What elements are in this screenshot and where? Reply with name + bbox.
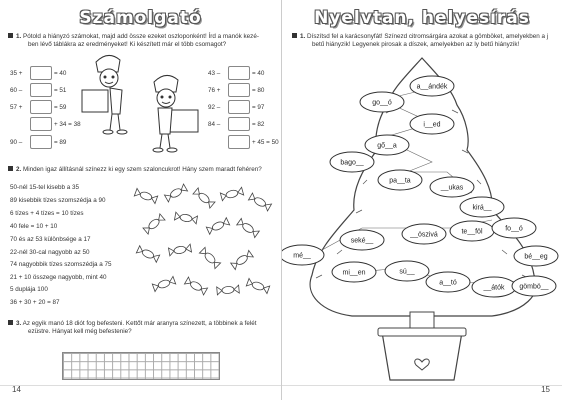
ornament-bauble[interactable]: [426, 272, 470, 292]
answer-box[interactable]: [30, 83, 52, 97]
ornament-word: fo__ó: [505, 225, 523, 233]
statement: 70 és az 53 különbsége a 17: [10, 236, 91, 243]
task-bullet-icon: [292, 33, 297, 38]
equation-row: 84 – = 82: [208, 117, 264, 131]
ornament-word: gömbö__: [519, 283, 549, 291]
elf-left: [82, 55, 127, 134]
answer-box[interactable]: [228, 83, 250, 97]
candies-illustration: [128, 182, 273, 307]
elf-sign-right: [170, 110, 198, 132]
answer-box[interactable]: [228, 117, 250, 131]
answer-box[interactable]: [30, 100, 52, 114]
right-page: [282, 0, 562, 400]
equation-row: 76 + = 80: [208, 83, 264, 97]
statement: 74 nagyobbik tízes szomszédja a 75: [10, 261, 112, 268]
statement: 21 + 10 összege nagyobb, mint 40: [10, 274, 107, 281]
candy-icon[interactable]: [168, 244, 191, 256]
candy-icon[interactable]: [199, 247, 220, 268]
equation-row: + 45 = 50: [208, 135, 279, 149]
equation-row: 92 – = 97: [208, 100, 264, 114]
ornament-word: gő__a: [377, 142, 397, 150]
answer-box[interactable]: [228, 135, 250, 149]
ornament-word: mé__: [293, 252, 311, 260]
ornament-word: i__ed: [423, 121, 441, 129]
ornament-bauble[interactable]: [402, 224, 446, 244]
equation-row: 43 – = 40: [208, 66, 264, 80]
statement: 5 duplája 100: [10, 286, 48, 293]
task-1-instructions: 1. Pótold a hiányzó számokat, majd add össze ezeket oszloponként! Írd a manók kezé- ben lévő táblákra az eredményeket! Ki készített már el több csomagot?: [8, 33, 273, 49]
statement: 6 tízes + 4 tízes = 10 tízes: [10, 210, 84, 217]
candy-icon[interactable]: [206, 218, 229, 235]
page-number-right: 15: [541, 385, 550, 394]
ornament-bauble[interactable]: [378, 170, 422, 190]
ornament-word: pa__ta: [389, 177, 411, 185]
candy-icon[interactable]: [246, 278, 269, 293]
answer-box[interactable]: [228, 100, 250, 114]
ornament-bauble[interactable]: [514, 246, 558, 266]
candy-icon[interactable]: [237, 218, 260, 237]
task-bullet-icon: [8, 320, 13, 325]
statement: 22-nél 30-cal nagyobb az 50: [10, 249, 90, 256]
ornament-word: kirá__: [472, 204, 492, 212]
ornament-bauble[interactable]: [360, 92, 404, 112]
candy-icon[interactable]: [152, 276, 175, 291]
page-title-math: Számolgató: [79, 8, 202, 28]
statement: 40 fele = 10 + 10: [10, 223, 58, 230]
ornament-bauble[interactable]: [340, 230, 384, 250]
ornament-bauble[interactable]: [430, 177, 474, 197]
equation-row: 60 – = 51: [10, 83, 66, 97]
statement: 89 kisebbik tízes szomszédja a 90: [10, 197, 106, 204]
statement: 50-nél 15-tel kisebb a 35: [10, 184, 79, 191]
candy-icon[interactable]: [143, 214, 165, 234]
elves-illustration: [74, 50, 204, 155]
ornament-bauble[interactable]: [332, 262, 376, 282]
candy-icon[interactable]: [231, 250, 254, 269]
ornament-bauble[interactable]: [365, 135, 409, 155]
answer-box[interactable]: [30, 117, 52, 131]
task-1-instructions-grammar: 1. Díszítsd fel a karácsonyfát! Színezd citromsárgára azokat a gömböket, amelyekben a j betű hiányzik! Legyenek pirosak a díszek, amelyekben az ly betű hiányzik!: [292, 33, 557, 49]
ornament-word: te__föl: [461, 228, 483, 236]
page-title-grammar: Nyelvtan, helyesírás: [314, 8, 530, 28]
equation-row: 90 – = 89: [10, 135, 66, 149]
ornament-bauble[interactable]: [512, 276, 556, 296]
answer-grid[interactable]: [62, 352, 220, 380]
ornament-word: go__ó: [372, 99, 392, 107]
footer-right: [282, 385, 562, 400]
ornament-word: __átók: [483, 284, 505, 292]
task-2-instructions: 2. Minden igaz állításnál színezz ki egy szem szaloncukrot! Hány szem maradt fehéren?: [8, 166, 276, 174]
task-bullet-icon: [8, 166, 13, 171]
candy-icon[interactable]: [248, 193, 271, 211]
answer-box[interactable]: [30, 66, 52, 80]
ornament-bauble[interactable]: [385, 261, 429, 281]
candy-icon[interactable]: [174, 212, 197, 224]
ornament-word: seké__: [350, 237, 374, 245]
candy-icon[interactable]: [136, 246, 159, 263]
ornament-word: a__tó: [439, 279, 457, 287]
ornament-word: bé__eg: [524, 253, 548, 261]
ornament-bauble[interactable]: [410, 76, 454, 96]
ornament-word: bago__: [340, 159, 364, 167]
candy-icon[interactable]: [193, 188, 215, 208]
christmas-tree-illustration: [282, 50, 562, 395]
page-number-left: 14: [12, 385, 21, 394]
flower-pot: [382, 332, 462, 380]
task-bullet-icon: [8, 33, 13, 38]
ornament-bauble[interactable]: [472, 277, 516, 297]
ornament-bauble[interactable]: [330, 152, 374, 172]
candy-icon[interactable]: [217, 285, 240, 295]
candy-icon[interactable]: [184, 277, 207, 295]
ornament-word: mi__en: [342, 269, 366, 277]
ornament-bauble[interactable]: [460, 197, 504, 217]
answer-box[interactable]: [30, 135, 52, 149]
candy-icon[interactable]: [164, 184, 187, 202]
ornament-word: a__ándék: [416, 83, 448, 91]
equation-row: + 34 = 38: [10, 117, 81, 131]
answer-box[interactable]: [228, 66, 250, 80]
equation-row: 35 + = 40: [10, 66, 66, 80]
elf-right: [153, 75, 198, 152]
ornament-bauble[interactable]: [450, 221, 494, 241]
equation-row: 57 + = 59: [10, 100, 66, 114]
ornament-word: __öszivá: [410, 231, 438, 239]
elf-sign-left: [82, 90, 108, 112]
candy-icon[interactable]: [134, 188, 157, 203]
pot-rim: [378, 328, 466, 336]
statement: 36 + 30 + 20 = 87: [10, 299, 60, 306]
candy-icon[interactable]: [220, 187, 243, 200]
ornament-bauble[interactable]: [492, 218, 536, 238]
footer-left: [0, 385, 281, 400]
task-3-instructions: 3. Az egyik manó 18 diót fog befesteni. Kettőt már aranyra színezett, a többinek a felét ezüstre. Hányat kell még befestenie?: [8, 320, 276, 336]
ornament-word: sú__: [399, 268, 415, 276]
ornament-bauble[interactable]: [282, 245, 324, 265]
ornament-bauble[interactable]: [410, 114, 454, 134]
ornament-word: __ukas: [440, 184, 464, 192]
